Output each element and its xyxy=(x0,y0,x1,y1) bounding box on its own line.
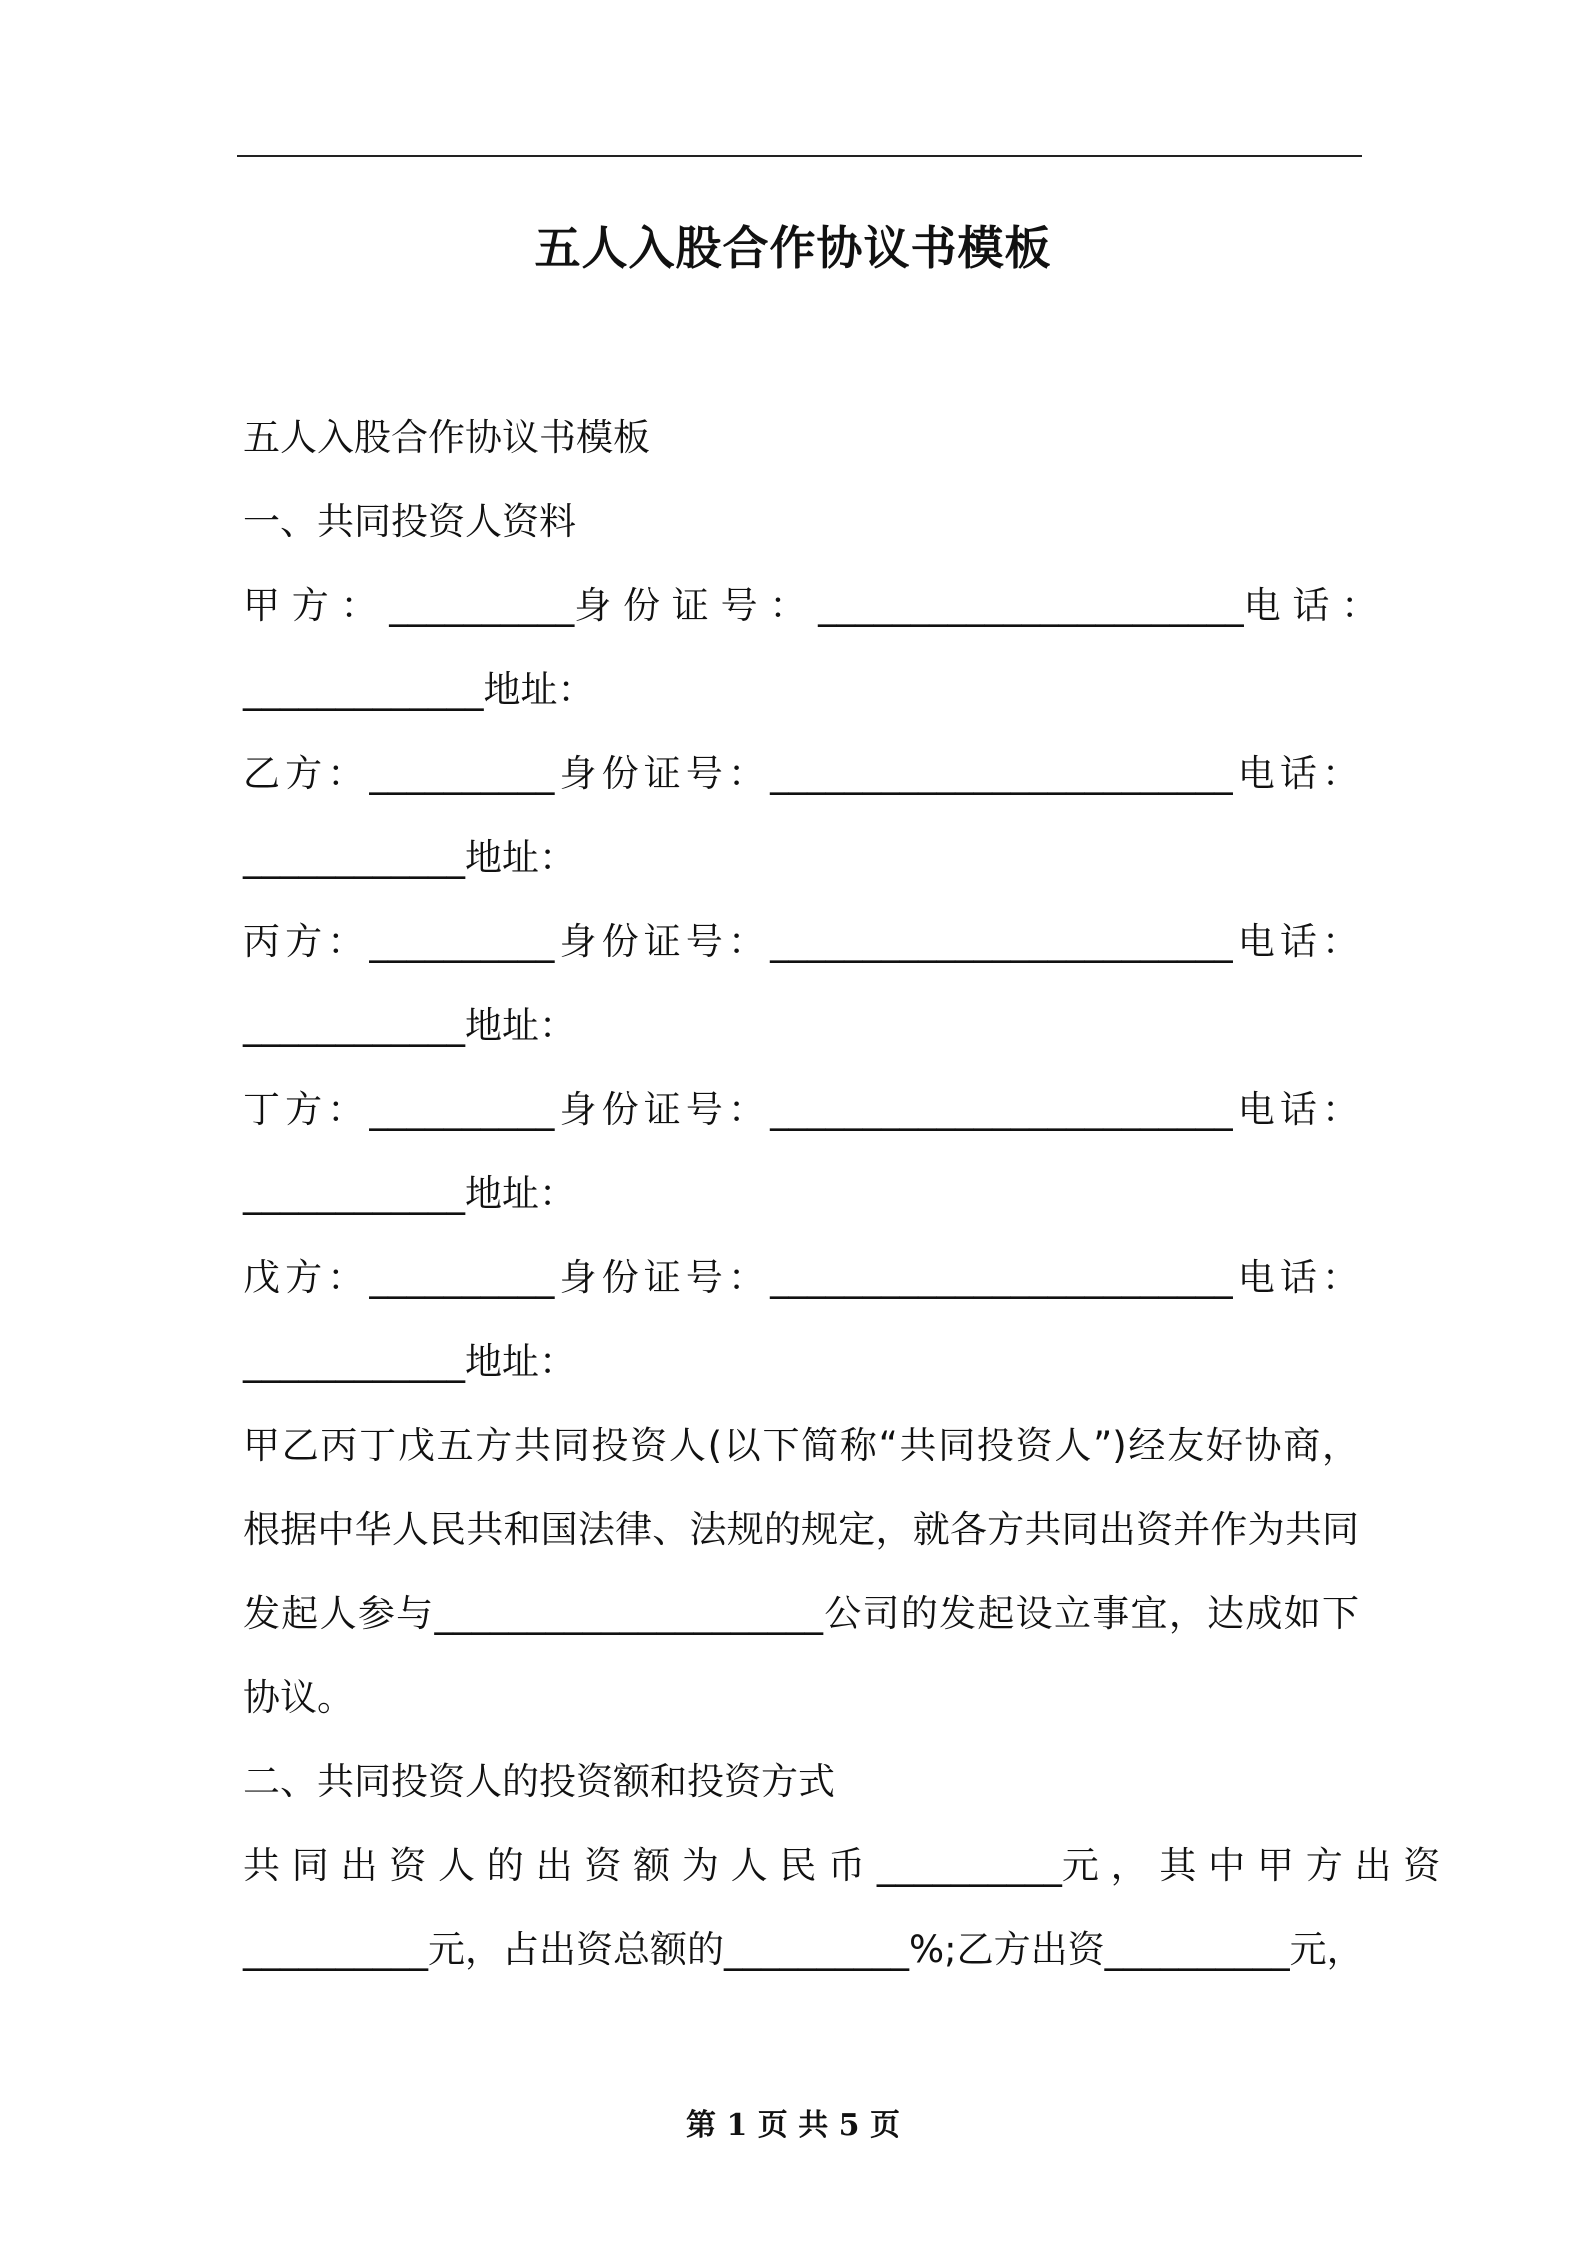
paragraph-line: 发起人参与_____________________公司的发起设立事宜，达成如下 xyxy=(243,1592,1359,1635)
party-e-line: 戊方：__________身份证号：_________________________电话： xyxy=(243,1256,1359,1299)
party-b-address-line: ____________地址： xyxy=(243,836,576,879)
party-e-address-line: ____________地址： xyxy=(243,1340,576,1383)
party-a-address-line: _____________地址： xyxy=(243,668,595,711)
section-heading-investment: 二、共同投资人的投资额和投资方式 xyxy=(243,1760,835,1803)
document-title: 五人入股合作协议书模板 xyxy=(534,221,1052,275)
section-heading-investors: 一、共同投资人资料 xyxy=(243,500,576,543)
paragraph-line: 共 同 出 资 人 的 出 资 额 为 人 民 币 __________元 ， 其 中 甲 方 出 资 xyxy=(243,1844,1441,1887)
page-number: 第 1 页 共 5 页 xyxy=(686,2108,900,2143)
party-d-line: 丁方：__________身份证号：_________________________电话： xyxy=(243,1088,1359,1131)
paragraph-line: 协议。 xyxy=(243,1676,354,1719)
party-a-line: 甲 方 ： __________身 份 证 号 ： _______________________电 话 ： xyxy=(243,584,1379,627)
paragraph-line: 根据中华人民共和国法律、法规的规定，就各方共同出资并作为共同 xyxy=(243,1508,1359,1551)
party-d-address-line: ____________地址： xyxy=(243,1172,576,1215)
header-rule xyxy=(237,155,1362,157)
paragraph-line: __________元，占出资总额的__________%;乙方出资__________元， xyxy=(243,1928,1364,1971)
body-line-subtitle: 五人入股合作协议书模板 xyxy=(243,416,650,459)
party-b-line: 乙方：__________身份证号：_________________________电话： xyxy=(243,752,1359,795)
party-c-line: 丙方：__________身份证号：_________________________电话： xyxy=(243,920,1359,963)
party-c-address-line: ____________地址： xyxy=(243,1004,576,1047)
paragraph-line: 甲乙丙丁戊五方共同投资人(以下简称“共同投资人”)经友好协商， xyxy=(243,1424,1359,1467)
